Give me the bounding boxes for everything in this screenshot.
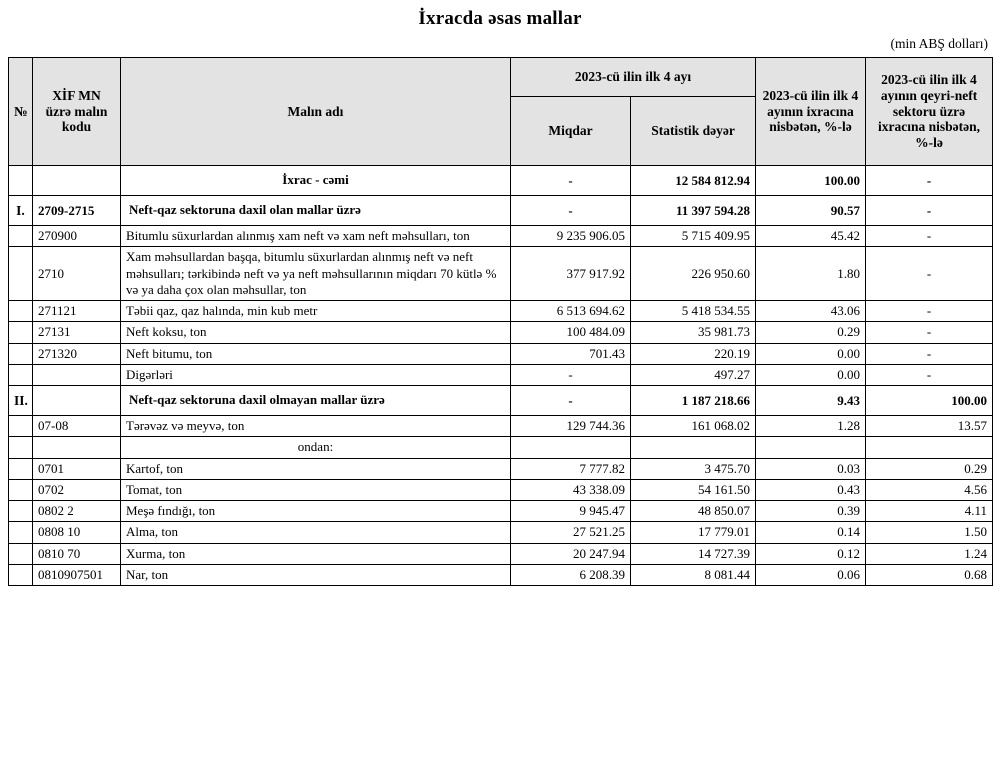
cell-no (9, 522, 33, 543)
col-header-no: № (9, 58, 33, 166)
cell-share-total: 0.00 (756, 343, 866, 364)
cell-code: 0701 (33, 458, 121, 479)
cell-quantity: - (511, 386, 631, 416)
cell-value: 35 981.73 (631, 322, 756, 343)
cell-share-total: 0.03 (756, 458, 866, 479)
cell-share-nonoil: - (866, 364, 993, 385)
cell-share-nonoil: - (866, 196, 993, 226)
cell-share-total: 100.00 (756, 166, 866, 196)
cell-name: Neft bitumu, ton (121, 343, 511, 364)
col-header-share-total: 2023-cü ilin ilk 4 ayının ixracına nisbətən, %-lə (756, 58, 866, 166)
cell-no (9, 543, 33, 564)
cell-code (33, 166, 121, 196)
table-row (9, 196, 993, 226)
cell-share-nonoil: 13.57 (866, 416, 993, 437)
cell-quantity: - (511, 196, 631, 226)
cell-code: 0808 10 (33, 522, 121, 543)
cell-code: 0810907501 (33, 564, 121, 585)
cell-no: II. (9, 386, 33, 416)
cell-no (9, 437, 33, 458)
cell-value: 11 397 594.28 (631, 196, 756, 226)
table-header (9, 58, 993, 166)
table-row (9, 226, 993, 247)
cell-value: 17 779.01 (631, 522, 756, 543)
cell-value: 48 850.07 (631, 501, 756, 522)
cell-value: 1 187 218.66 (631, 386, 756, 416)
table-row (9, 543, 993, 564)
cell-value: 3 475.70 (631, 458, 756, 479)
cell-name: Kartof, ton (121, 458, 511, 479)
cell-share-total: 0.12 (756, 543, 866, 564)
table-row (9, 564, 993, 585)
cell-share-total (756, 437, 866, 458)
cell-name: Digərləri (121, 364, 511, 385)
table-row (9, 301, 993, 322)
cell-name: Nar, ton (121, 564, 511, 585)
cell-no (9, 416, 33, 437)
cell-code: 07-08 (33, 416, 121, 437)
cell-share-nonoil: - (866, 247, 993, 301)
col-header-period-group: 2023-cü ilin ilk 4 ayı (511, 58, 756, 97)
table-row (9, 386, 993, 416)
col-header-quantity: Miqdar (511, 97, 631, 166)
cell-name: Xam məhsullardan başqa, bitumlu süxurlardan alınmış neft və neft məhsulları; tərkibində neft və ya neft məhsullarının miqdarı 70 kütlə % və ya daha çox olan məhsullar, ton (121, 247, 511, 301)
cell-share-total: 1.28 (756, 416, 866, 437)
table-row (9, 166, 993, 196)
cell-name: Meşə fındığı, ton (121, 501, 511, 522)
cell-value: 5 418 534.55 (631, 301, 756, 322)
cell-value: 12 584 812.94 (631, 166, 756, 196)
table-row (9, 343, 993, 364)
cell-share-nonoil: 4.56 (866, 479, 993, 500)
cell-code (33, 364, 121, 385)
cell-share-total: 9.43 (756, 386, 866, 416)
cell-code: 271320 (33, 343, 121, 364)
export-main-goods-table (8, 57, 993, 586)
cell-code: 27131 (33, 322, 121, 343)
cell-name: ondan: (121, 437, 511, 458)
cell-quantity: 9 945.47 (511, 501, 631, 522)
cell-no (9, 564, 33, 585)
cell-quantity: 6 513 694.62 (511, 301, 631, 322)
cell-quantity: 129 744.36 (511, 416, 631, 437)
table-row (9, 522, 993, 543)
cell-share-nonoil: 4.11 (866, 501, 993, 522)
cell-name: Bitumlu süxurlardan alınmış xam neft və xam neft məhsulları, ton (121, 226, 511, 247)
table-row (9, 322, 993, 343)
col-header-code: XİF MN üzrə malın kodu (33, 58, 121, 166)
cell-quantity: 43 338.09 (511, 479, 631, 500)
table-row (9, 364, 993, 385)
cell-code: 270900 (33, 226, 121, 247)
cell-share-nonoil (866, 437, 993, 458)
cell-value: 497.27 (631, 364, 756, 385)
cell-name: Təbii qaz, qaz halında, min kub metr (121, 301, 511, 322)
cell-no (9, 458, 33, 479)
table-row (9, 501, 993, 522)
cell-no: I. (9, 196, 33, 226)
cell-share-nonoil: 0.29 (866, 458, 993, 479)
col-header-share-nonoil: 2023-cü ilin ilk 4 ayının qeyri-neft sektoru üzrə ixracına nisbətən, %-lə (866, 58, 993, 166)
cell-share-total: 45.42 (756, 226, 866, 247)
cell-quantity: - (511, 364, 631, 385)
cell-value: 226 950.60 (631, 247, 756, 301)
cell-code: 2709-2715 (33, 196, 121, 226)
cell-code: 271121 (33, 301, 121, 322)
cell-share-total: 0.06 (756, 564, 866, 585)
cell-share-total: 0.43 (756, 479, 866, 500)
cell-name: Tərəvəz və meyvə, ton (121, 416, 511, 437)
cell-value: 8 081.44 (631, 564, 756, 585)
cell-quantity: 7 777.82 (511, 458, 631, 479)
cell-no (9, 343, 33, 364)
cell-share-nonoil: - (866, 343, 993, 364)
cell-quantity: 27 521.25 (511, 522, 631, 543)
cell-share-total: 90.57 (756, 196, 866, 226)
cell-quantity (511, 437, 631, 458)
table-row (9, 437, 993, 458)
cell-value: 220.19 (631, 343, 756, 364)
cell-code: 0702 (33, 479, 121, 500)
cell-share-total: 1.80 (756, 247, 866, 301)
cell-share-nonoil: 1.50 (866, 522, 993, 543)
cell-name: Tomat, ton (121, 479, 511, 500)
cell-quantity: 377 917.92 (511, 247, 631, 301)
cell-share-total: 0.29 (756, 322, 866, 343)
cell-value: 14 727.39 (631, 543, 756, 564)
table-body (9, 166, 993, 586)
cell-no (9, 479, 33, 500)
cell-share-nonoil: 100.00 (866, 386, 993, 416)
cell-share-total: 0.14 (756, 522, 866, 543)
cell-share-total: 0.00 (756, 364, 866, 385)
cell-quantity: - (511, 166, 631, 196)
document-page (0, 8, 1000, 758)
cell-value: 161 068.02 (631, 416, 756, 437)
cell-quantity: 701.43 (511, 343, 631, 364)
cell-name: Alma, ton (121, 522, 511, 543)
table-row (9, 458, 993, 479)
col-header-name: Malın adı (121, 58, 511, 166)
cell-no (9, 166, 33, 196)
cell-no (9, 301, 33, 322)
cell-code: 0802 2 (33, 501, 121, 522)
cell-no (9, 322, 33, 343)
cell-no (9, 247, 33, 301)
page-title: İxracda əsas mallar (418, 8, 582, 29)
cell-quantity: 20 247.94 (511, 543, 631, 564)
cell-code (33, 437, 121, 458)
cell-share-nonoil: - (866, 301, 993, 322)
cell-share-nonoil: - (866, 226, 993, 247)
cell-share-nonoil: 1.24 (866, 543, 993, 564)
cell-no (9, 226, 33, 247)
cell-share-nonoil: - (866, 166, 993, 196)
table-row (9, 247, 993, 301)
cell-no (9, 501, 33, 522)
cell-value (631, 437, 756, 458)
table-row (9, 416, 993, 437)
cell-quantity: 100 484.09 (511, 322, 631, 343)
cell-quantity: 9 235 906.05 (511, 226, 631, 247)
cell-quantity: 6 208.39 (511, 564, 631, 585)
cell-value: 54 161.50 (631, 479, 756, 500)
table-row (9, 479, 993, 500)
cell-name: Neft-qaz sektoruna daxil olan mallar üzrə (121, 196, 511, 226)
cell-name: Xurma, ton (121, 543, 511, 564)
cell-code: 2710 (33, 247, 121, 301)
cell-share-total: 43.06 (756, 301, 866, 322)
col-header-stat-value: Statistik dəyər (631, 97, 756, 166)
cell-share-total: 0.39 (756, 501, 866, 522)
cell-share-nonoil: - (866, 322, 993, 343)
cell-value: 5 715 409.95 (631, 226, 756, 247)
cell-name: İxrac - cəmi (121, 166, 511, 196)
cell-share-nonoil: 0.68 (866, 564, 993, 585)
cell-code (33, 386, 121, 416)
cell-code: 0810 70 (33, 543, 121, 564)
units-note: (min ABŞ dolları) (890, 36, 988, 51)
cell-no (9, 364, 33, 385)
cell-name: Neft koksu, ton (121, 322, 511, 343)
cell-name: Neft-qaz sektoruna daxil olmayan mallar üzrə (121, 386, 511, 416)
